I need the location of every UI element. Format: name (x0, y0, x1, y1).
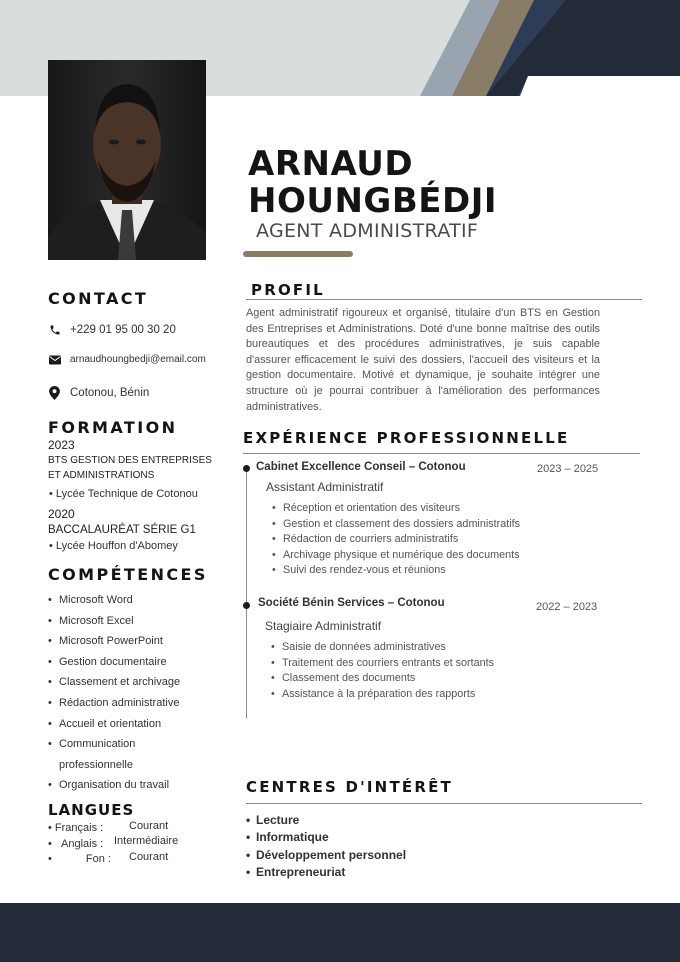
list-item: • Gestion documentaire (48, 652, 180, 673)
contact-email[interactable] (48, 353, 206, 366)
experience-tasks (271, 640, 494, 702)
experience-role: Stagiaire Administratif (265, 619, 382, 633)
language-name: Fon : (85, 853, 111, 865)
profil-heading: PROFIL (251, 281, 325, 299)
list-item: • Gestion et classement des dossiers administratifs (272, 517, 520, 533)
timeline-line (246, 468, 247, 718)
envelope-icon (48, 353, 61, 366)
section-divider (243, 453, 640, 454)
langues-heading: LANGUES (48, 801, 135, 819)
language-name: Français : (54, 822, 104, 834)
list-item: • Archivage physique et numérique des documents (272, 548, 520, 564)
language-row: • Fon : (48, 853, 111, 865)
formation-year: 2020 (48, 507, 75, 521)
section-divider (246, 299, 642, 300)
phone-icon (48, 323, 61, 336)
list-item: • Lecture (246, 812, 406, 829)
list-item: • Suivi des rendez-vous et réunions (272, 563, 520, 579)
list-item-continuation: professionnelle (59, 758, 133, 771)
language-level: Courant (129, 820, 169, 832)
list-item: • Réception et orientation des visiteurs (272, 501, 520, 517)
experience-dates: 2022 – 2023 (536, 601, 598, 613)
profile-summary: Agent administratif rigoureux et organisé, titulaire d'un BTS en Gestion des Entreprises et Administrations. Doté d'une bonne maîtrise des outils bureautiques et des procédures administratives, je suis capable d'assurer efficacement le suivi des dossiers, l'accueil des visiteurs et la gestion documentaire. Motivé et dynamique, je souhaite intégrer une structure où je pourrai contribuer à l'amélioration des performances administratives. (246, 307, 600, 413)
language-level: Courant (129, 851, 169, 863)
email-address: arnaudhoungbedji@email.com (70, 354, 206, 365)
timeline-dot (243, 602, 250, 609)
list-item: • Classement des documents (271, 671, 494, 687)
list-item: • Rédaction de courriers administratifs (272, 532, 520, 548)
formation-school-name: Lycée Houffon d'Abomey (55, 540, 178, 552)
contact-location (48, 386, 149, 399)
list-item (48, 755, 180, 776)
language-name: Anglais : (61, 838, 104, 850)
candidate-name (248, 146, 497, 220)
list-item: • Microsoft Excel (48, 611, 180, 632)
timeline-dot (243, 465, 250, 472)
list-item: • Saisie de données administratives (271, 640, 494, 656)
interests-list (246, 812, 406, 881)
interets-heading: CENTRES D'INTÉRÊT (246, 778, 453, 796)
map-pin-icon (48, 386, 61, 399)
list-item: • Développement personnel (246, 847, 406, 864)
formation-school: • Lycée Technique de Cotonou (49, 488, 198, 500)
name-last-line: HOUNGBÉDJI (248, 181, 497, 221)
job-title: AGENT ADMINISTRATIF (256, 220, 479, 242)
language-level: Intermédiaire (114, 835, 179, 847)
title-accent-bar (243, 251, 353, 257)
formation-heading: FORMATION (48, 418, 178, 437)
profile-photo (48, 60, 206, 260)
phone-number: +229 01 95 00 30 20 (70, 323, 176, 336)
competences-heading: COMPÉTENCES (48, 565, 208, 584)
list-item: • Classement et archivage (48, 672, 180, 693)
list-item: • Accueil et orientation (48, 714, 180, 735)
list-item: • Traitement des courriers entrants et sortants (271, 656, 494, 672)
contact-heading: CONTACT (48, 289, 149, 308)
formation-school: • Lycée Houffon d'Abomey (49, 540, 178, 552)
experience-tasks (272, 501, 520, 579)
list-item: • Microsoft PowerPoint (48, 631, 180, 652)
list-item: • Assistance à la préparation des rapports (271, 687, 494, 703)
language-row: • Français : (48, 822, 104, 834)
list-item: • Entrepreneuriat (246, 864, 406, 881)
experience-heading: EXPÉRIENCE PROFESSIONNELLE (243, 429, 570, 447)
contact-phone[interactable] (48, 323, 176, 336)
language-row: • Anglais : (48, 838, 104, 850)
footer-band (0, 903, 680, 962)
list-item: • Organisation du travail (48, 775, 180, 796)
list-item: • Rédaction administrative (48, 693, 180, 714)
list-item: • Informatique (246, 829, 406, 846)
experience-role: Assistant Administratif (266, 480, 384, 494)
skills-list (48, 590, 180, 796)
location-text: Cotonou, Bénin (70, 386, 150, 399)
name-first-line: ARNAUD (248, 144, 414, 184)
list-item: • Communication (48, 734, 180, 755)
list-item: • Microsoft Word (48, 590, 180, 611)
formation-school-name: Lycée Technique de Cotonou (55, 488, 198, 500)
formation-degree: BTS GESTION DES ENTREPRISES ET ADMINISTRATIONS (48, 455, 212, 481)
section-divider (246, 803, 642, 804)
experience-dates: 2023 – 2025 (537, 463, 599, 475)
formation-year: 2023 (48, 438, 75, 452)
formation-degree: BACCALAURÉAT SÉRIE G1 (48, 524, 196, 536)
experience-company: Cabinet Excellence Conseil – Cotonou (256, 461, 466, 473)
experience-company: Société Bénin Services – Cotonou (258, 597, 445, 609)
